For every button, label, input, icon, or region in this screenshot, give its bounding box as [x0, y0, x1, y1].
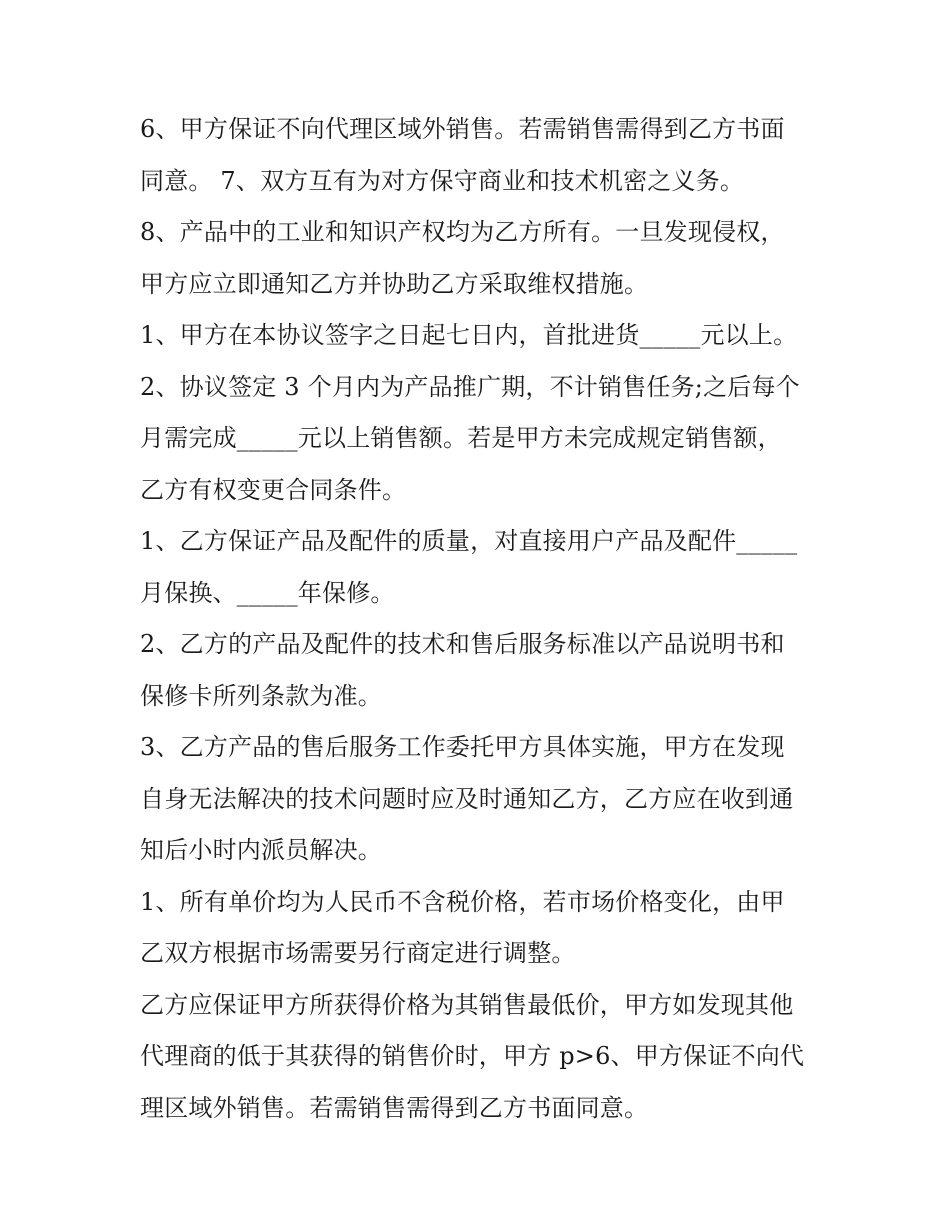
- text-line: 同意。 7、双方互有为对方保守商业和技术机密之义务。: [140, 166, 745, 195]
- text-line: 甲方应立即通知乙方并协助乙方采取维权措施。: [140, 269, 649, 298]
- text-line: 1、所有单价均为人民币不含税价格，若市场价格变化，由甲: [140, 887, 785, 916]
- text-line: 1、乙方保证产品及配件的质量，对直接用户产品及配件_____: [140, 527, 798, 555]
- text-line: 月需完成_____元以上销售额。若是甲方未完成规定销售额，: [140, 424, 782, 452]
- text-line: 代理商的低于其获得的销售价时，甲方 p>6、甲方保证不向代: [140, 1042, 805, 1070]
- text-line: 2、协议签定 3 个月内为产品推广期，不计销售任务;之后每个: [140, 372, 800, 401]
- text-line: 乙方有权变更合同条件。: [140, 475, 407, 504]
- text-line: 知后小时内派员解决。: [140, 836, 382, 864]
- text-line: 8、产品中的工业和知识产权均为乙方所有。一旦发现侵权，: [140, 218, 785, 246]
- text-line: 乙方应保证甲方所获得价格为其销售最低价，甲方如发现其他: [140, 990, 794, 1019]
- text-line: 6、甲方保证不向代理区域外销售。若需销售需得到乙方书面: [140, 115, 785, 143]
- text-line: 月保换、_____年保修。: [140, 578, 395, 607]
- text-line: 自身无法解决的技术问题时应及时通知乙方，乙方应在收到通: [140, 784, 794, 813]
- text-line: 保修卡所列条款为准。: [140, 681, 382, 710]
- text-line: 乙双方根据市场需要另行商定进行调整。: [140, 939, 576, 967]
- text-line: 理区域外销售。若需销售需得到乙方书面同意。: [140, 1093, 649, 1122]
- text-line: 1、甲方在本协议签字之日起七日内，首批进货_____元以上。: [140, 321, 798, 349]
- text-line: 2、乙方的产品及配件的技术和售后服务标准以产品说明书和: [140, 630, 785, 658]
- text-line: 3、乙方产品的售后服务工作委托甲方具体实施，甲方在发现: [140, 733, 785, 761]
- document-body: [140, 104, 820, 1134]
